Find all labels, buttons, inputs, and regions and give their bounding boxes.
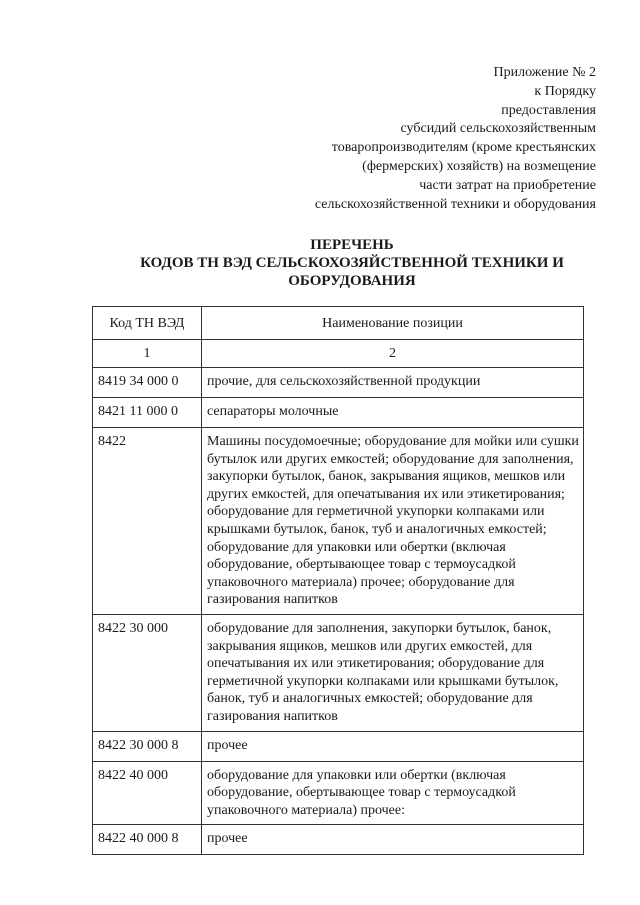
appendix-line: субсидий сельскохозяйственным bbox=[400, 121, 596, 137]
row-name: сепараторы молочные bbox=[202, 398, 584, 428]
title-line: ОБОРУДОВАНИЯ bbox=[288, 273, 416, 289]
appendix-line: Приложение № 2 bbox=[493, 65, 596, 80]
title-line: КОДОВ ТН ВЭД СЕЛЬСКОХОЗЯЙСТВЕННОЙ ТЕХНИКИ И bbox=[140, 255, 564, 271]
row-name: прочие, для сельскохозяйственной продукции bbox=[202, 368, 584, 398]
row-code: 8422 40 000 8 bbox=[93, 825, 202, 855]
table-column-number-row bbox=[93, 340, 584, 368]
document-title bbox=[92, 236, 612, 290]
header-code: Код ТН ВЭД bbox=[93, 307, 202, 340]
row-code: 8421 11 000 0 bbox=[93, 398, 202, 428]
codes-table bbox=[92, 306, 584, 855]
appendix-line: сельскохозяйственной техники и оборудования bbox=[314, 196, 596, 212]
row-code: 8419 34 000 0 bbox=[93, 368, 202, 398]
row-name: прочее bbox=[202, 731, 584, 761]
row-code: 8422 bbox=[93, 428, 202, 615]
appendix-line: (фермерских) хозяйств) на возмещение bbox=[362, 158, 596, 174]
appendix-line: к Порядку bbox=[534, 83, 596, 99]
row-code: 8422 30 000 8 bbox=[93, 731, 202, 761]
table-row bbox=[93, 731, 584, 761]
appendix-note bbox=[315, 64, 596, 214]
table-row bbox=[93, 398, 584, 428]
table-row bbox=[93, 825, 584, 855]
table-row bbox=[93, 368, 584, 398]
column-number-2: 2 bbox=[202, 340, 584, 368]
table-row bbox=[93, 428, 584, 615]
row-code: 8422 40 000 bbox=[93, 761, 202, 825]
row-name: оборудование для заполнения, закупорки бутылок, банок, закрывания ящиков, мешков или других емкостей, для опечатывания их или этикетирования; оборудование для герметичной укупорки колпаками или крышками бутылок, банок, туб и аналогичных емкостей; оборудование для газирования напитков bbox=[202, 614, 584, 731]
table-header-row bbox=[93, 307, 584, 340]
table-row bbox=[93, 761, 584, 825]
appendix-line: товаропроизводителям (кроме крестьянских bbox=[331, 140, 596, 156]
header-name: Наименование позиции bbox=[202, 307, 584, 340]
row-code: 8422 30 000 bbox=[93, 614, 202, 731]
row-name: оборудование для упаковки или обертки (включая оборудование, обертывающее товар с термоусадкой упаковочного материала) прочее: bbox=[202, 761, 584, 825]
appendix-line: части затрат на приобретение bbox=[419, 177, 596, 193]
row-name: прочее bbox=[202, 825, 584, 855]
table-row bbox=[93, 614, 584, 731]
title-line: ПЕРЕЧЕНЬ bbox=[310, 237, 394, 253]
row-name: Машины посудомоечные; оборудование для мойки или сушки бутылок или других емкостей; оборудование для заполнения, закупорки бутылок, банок, закрывания ящиков, мешков или других емкостей, для опечатывания их или этикетирования; оборудование для герметичной укупорки колпаками или крышками бутылок, банок, туб и аналогичных емкостей; оборудование для упаковки или обертки (включая оборудование, обертывающее товар с термоусадкой упаковочного материала) прочее; оборудование для газирования напитков bbox=[202, 428, 584, 615]
appendix-line: предоставления bbox=[501, 102, 596, 118]
column-number-1: 1 bbox=[93, 340, 202, 368]
